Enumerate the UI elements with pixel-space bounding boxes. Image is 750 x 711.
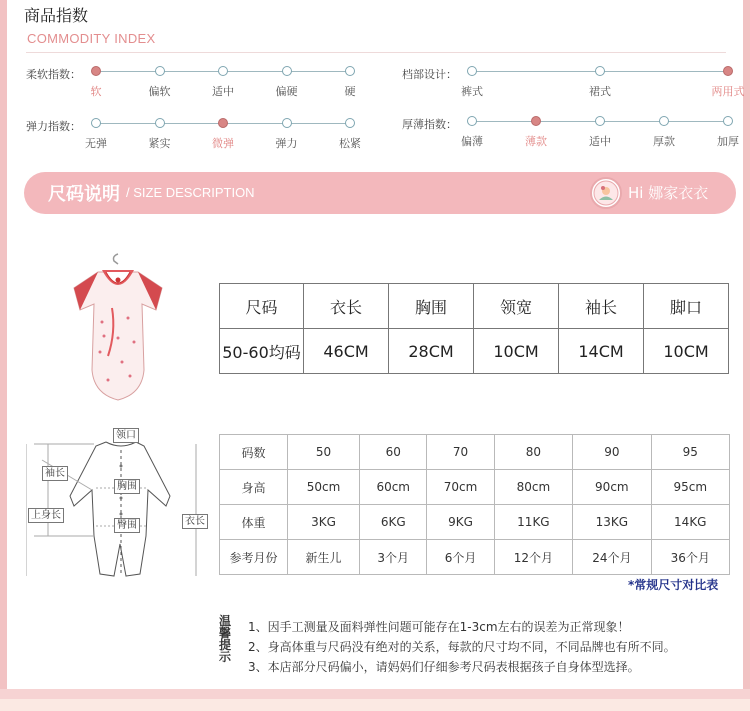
size-banner — [24, 172, 736, 214]
table-cell: 90cm — [573, 470, 651, 505]
scale-option: 加厚 — [717, 135, 739, 148]
table-cell: 9KG — [427, 505, 494, 540]
table-cell: 24个月 — [573, 540, 651, 575]
table-cell: 60cm — [360, 470, 427, 505]
scale-dot — [595, 116, 605, 126]
size-table-basic-header — [220, 284, 729, 329]
scale-option: 偏硬 — [275, 85, 298, 98]
table-cell: 6KG — [360, 505, 427, 540]
table-cell: 12个月 — [494, 540, 572, 575]
table-cell: 体重 — [220, 505, 288, 540]
scale-option: 厚款 — [653, 135, 675, 148]
size-banner-subtitle: / SIZE DESCRIPTION — [126, 185, 255, 200]
table-cell: 80cm — [494, 470, 572, 505]
thickness-scale — [0, 112, 750, 152]
tip-item: 3、本店部分尺码偏小，请妈妈们仔细参考尺码表根据孩子自身体型选择。 — [248, 660, 640, 674]
table-header-cell: 尺码 — [220, 284, 304, 329]
left-border — [0, 0, 7, 711]
size-table-basic-row — [220, 329, 729, 374]
scale-label: 档部设计： — [402, 68, 457, 81]
scale-option: 松紧 — [339, 137, 361, 150]
scale-option: 硬 — [344, 85, 356, 98]
scale-option: 无弹 — [85, 137, 107, 150]
scale-option: 裙式 — [589, 85, 611, 98]
table-cell: 46CM — [304, 329, 389, 374]
size-table-age — [219, 434, 730, 575]
scale-option: 两用式 — [711, 85, 745, 98]
table-cell: 95cm — [651, 470, 729, 505]
scale-dot — [467, 66, 477, 76]
table-cell: 3KG — [288, 505, 360, 540]
tips-title: 温馨提示 — [219, 614, 232, 664]
right-border — [743, 0, 750, 711]
table-cell: 10CM — [644, 329, 729, 374]
scale-option: 微弹 — [212, 137, 234, 150]
table-row — [220, 540, 730, 575]
scale-option: 适中 — [589, 135, 611, 148]
table-header-cell: 脚口 — [644, 284, 729, 329]
table-cell: 70cm — [427, 470, 494, 505]
table-row — [220, 505, 730, 540]
table-cell: 36个月 — [651, 540, 729, 575]
sleeve-tag: 袖长 — [42, 466, 68, 481]
scale-dot — [723, 116, 733, 126]
hip-tag: 臀围 — [114, 518, 140, 533]
table-cell: 60 — [360, 435, 427, 470]
table-cell: 50 — [288, 435, 360, 470]
collar-tag: 领口 — [113, 428, 139, 443]
crotch-design-scale — [0, 62, 750, 102]
scale-option: 紧实 — [148, 137, 171, 150]
size-compare-note: *常规尺寸对比表 — [628, 578, 719, 592]
table-cell: 身高 — [220, 470, 288, 505]
size-table-basic — [219, 283, 729, 374]
scale-label: 弹力指数： — [26, 120, 81, 133]
table-cell: 50cm — [288, 470, 360, 505]
scale-option: 弹力 — [275, 137, 298, 150]
chest-tag: 胸围 — [114, 479, 140, 494]
table-cell: 50-60均码 — [220, 329, 304, 374]
scale-option: 薄款 — [525, 135, 547, 148]
scale-dot — [595, 66, 605, 76]
table-cell: 参考月份 — [220, 540, 288, 575]
index-title: 商品指数 — [24, 6, 89, 25]
table-row — [220, 470, 730, 505]
scale-label: 柔软指数： — [26, 68, 81, 81]
scale-option: 裤式 — [461, 85, 483, 98]
table-cell: 90 — [573, 435, 651, 470]
scale-dot-selected — [723, 66, 733, 76]
tips-list — [248, 617, 676, 677]
table-cell: 6个月 — [427, 540, 494, 575]
table-cell: 11KG — [494, 505, 572, 540]
scale-option: 软 — [90, 85, 102, 98]
scale-option: 偏软 — [148, 85, 171, 98]
table-cell: 28CM — [389, 329, 474, 374]
brand-logo-icon — [590, 177, 622, 209]
table-row — [220, 435, 730, 470]
table-cell: 95 — [651, 435, 729, 470]
tip-item: 2、身高体重与尺码没有绝对的关系，每款的尺寸均不同，不同品牌也有所不同。 — [248, 640, 676, 654]
table-cell: 14KG — [651, 505, 729, 540]
table-header-cell: 领宽 — [474, 284, 559, 329]
table-cell: 14CM — [559, 329, 644, 374]
table-cell: 70 — [427, 435, 494, 470]
scale-dot — [659, 116, 669, 126]
table-cell: 码数 — [220, 435, 288, 470]
length-tag: 衣长 — [182, 514, 208, 529]
scale-option: 适中 — [212, 85, 234, 98]
upper-length-tag: 上身长 — [28, 508, 64, 523]
brand-name: Hi 娜家衣衣 — [628, 184, 709, 202]
product-garment-image — [72, 252, 164, 402]
index-divider — [26, 52, 726, 53]
tip-item: 1、因手工测量及面料弹性问题可能存在1-3cm左右的误差为正常现象！ — [248, 620, 630, 634]
table-header-cell: 袖长 — [559, 284, 644, 329]
table-cell: 新生儿 — [288, 540, 360, 575]
table-cell: 3个月 — [360, 540, 427, 575]
bottom-border-light — [0, 699, 750, 711]
scale-dot-selected — [531, 116, 541, 126]
table-cell: 80 — [494, 435, 572, 470]
table-cell: 13KG — [573, 505, 651, 540]
size-banner-title: 尺码说明 — [48, 184, 120, 205]
index-subtitle: COMMODITY INDEX — [27, 31, 156, 46]
table-header-cell: 衣长 — [304, 284, 389, 329]
table-cell: 10CM — [474, 329, 559, 374]
scale-label: 厚薄指数： — [402, 118, 457, 131]
table-header-cell: 胸围 — [389, 284, 474, 329]
scale-dot — [467, 116, 477, 126]
measurement-diagram — [26, 426, 214, 584]
scale-option: 偏薄 — [461, 135, 483, 148]
